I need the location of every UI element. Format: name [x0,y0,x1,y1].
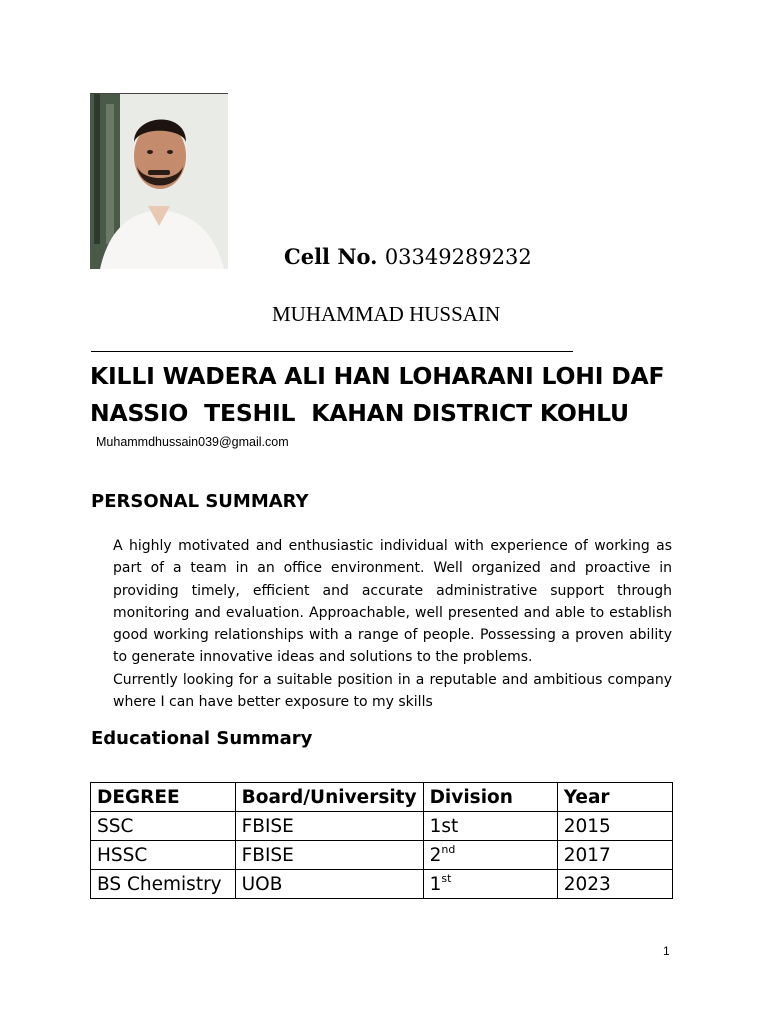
education-table [90,782,673,899]
year-cell: 2023 [557,870,672,899]
division-value: 1st [429,815,459,837]
division-value: 1 [429,873,442,895]
division-cell [423,841,557,870]
page-number: 1 [663,944,670,958]
email-address[interactable]: Muhammdhussain039@gmail.com [96,435,289,449]
divider-line [91,351,573,352]
cell-label: Cell No. [284,244,378,269]
degree-cell: BS Chemistry [91,870,236,899]
division-cell [423,870,557,899]
personal-summary-heading: PERSONAL SUMMARY [91,491,309,512]
address-block [90,358,710,432]
profile-photo [90,93,228,269]
table-row [91,841,673,870]
cell-number: 03349289232 [384,245,532,269]
address-line-2: NASSIO TESHIL KAHAN DISTRICT KOHLU [90,399,629,427]
address-line-1: KILLI WADERA ALI HAN LOHARANI LOHI DAF [90,362,665,390]
division-cell [423,812,557,841]
division-value: 2 [429,844,442,866]
table-header-row [91,783,673,812]
personal-summary-text [113,535,672,713]
division-suffix: nd [441,842,456,856]
column-header-division: Division [423,783,557,812]
board-cell: FBISE [235,812,423,841]
education-heading: Educational Summary [91,728,313,749]
summary-paragraph-2: Currently looking for a suitable position in a reputable and ambitious company where I can have better exposure to my skills [113,671,672,711]
year-cell: 2015 [557,812,672,841]
degree-cell: HSSC [91,841,236,870]
column-header-board: Board/University [235,783,423,812]
table-row [91,870,673,899]
column-header-degree: DEGREE [91,783,236,812]
division-suffix: st [441,871,452,885]
column-header-year: Year [557,783,672,812]
summary-paragraph-1: A highly motivated and enthusiastic individual with experience of working as part of a team in an office environment. Well organized and proactive in providing timely, efficient and accurate administrative support through monitoring and evaluation. Approachable, well presented and able to establish good working relationships with a range of people. Possessing a proven ability to generate innovative ideas and solutions to the problems. [113,538,672,666]
cell-number-line [284,244,532,269]
degree-cell: SSC [91,812,236,841]
year-cell: 2017 [557,841,672,870]
full-name: MUHAMMAD HUSSAIN [272,302,501,326]
board-cell: FBISE [235,841,423,870]
table-row [91,812,673,841]
board-cell: UOB [235,870,423,899]
